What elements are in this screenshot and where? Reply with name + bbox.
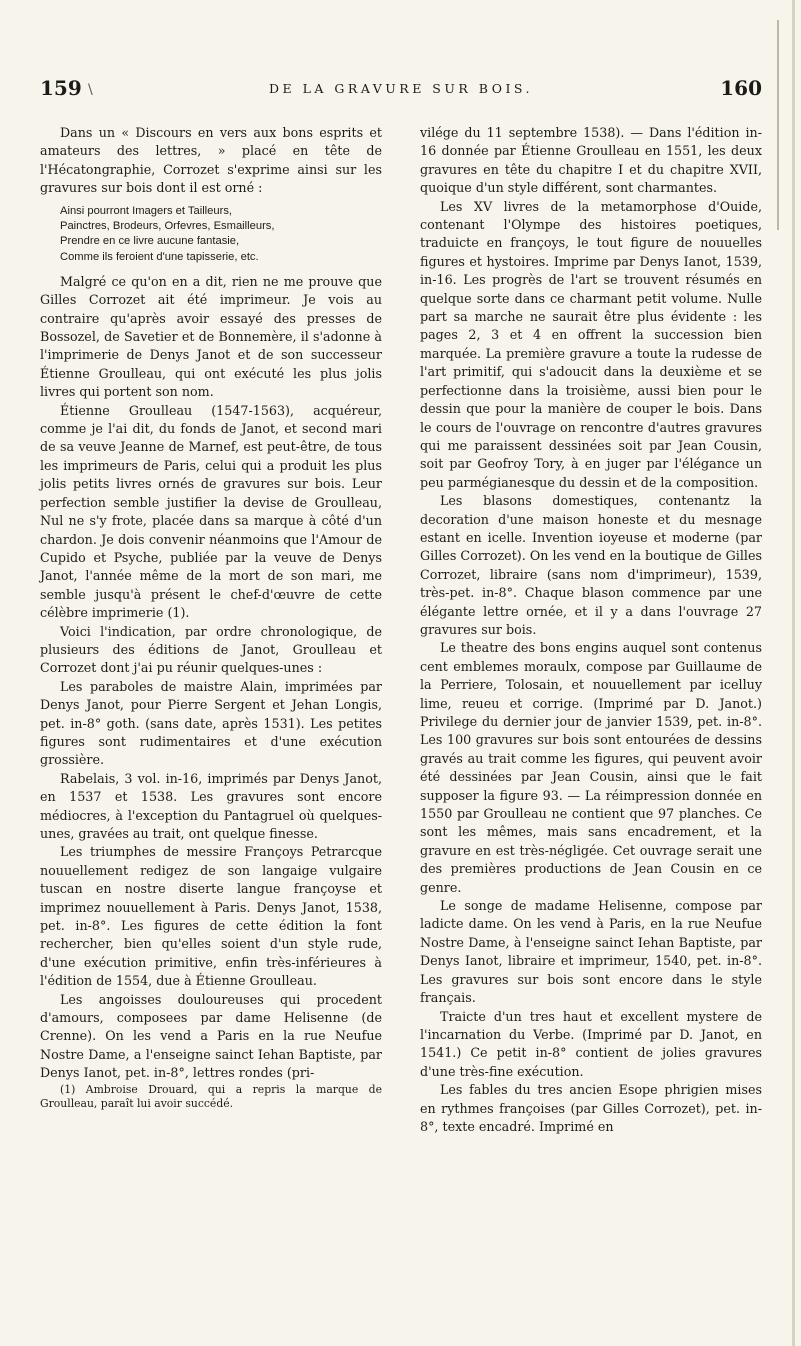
paragraph: Dans un « Discours en vers aux bons esprits et amateurs des lettres, » placé en tête de l'Hécatongraphie, Corrozet s'exprime ainsi sur les gravures sur bois dont il est orné : — [40, 125, 382, 196]
check-mark: \ — [88, 82, 93, 98]
verse-quote — [40, 204, 382, 265]
paragraph: Les triumphes de messire Françoys Petrarcque nouuellement redigez de son langaige vulgaire tuscan en nostre diserte langue françoyse et imprimez nouuellement à Paris. Denys Janot, 1538, pet. in-8°. Les figures de cette édition la font rechercher, bien qu'elles soient d'un style rude, d'une exécution primitive, enfin très-inférieures à l'édition de 1554, due à Étienne Groulleau. — [40, 844, 382, 989]
verse-line: Comme ils feroient d'une tapisserie, etc. — [60, 250, 259, 263]
verse-line: Ainsi pourront Imagers et Tailleurs, — [60, 204, 233, 217]
paragraph: Les blasons domestiques, contenantz la decoration d'une maison honeste et du mesnage estant en icelle. Invention ioyeuse et moderne (par Gilles Corrozet). On les vend en la boutique de Gilles Corrozet, libraire (sans nom d'imprimeur), 1539, très-pet. in-8°. Chaque blason commence par une élégante lettre ornée, et il y a dans l'ouvrage 27 gravures sur bois. — [420, 493, 762, 637]
page-corner-mark — [777, 20, 779, 230]
page-header — [40, 76, 762, 116]
paragraph: Les paraboles de maistre Alain, imprimées par Denys Janot, pour Pierre Sergent et Jehan Longis, pet. in-8° goth. (sans date, après 1531). Les petites figures sont rudimentaires et d'une exécution grossière. — [40, 678, 382, 768]
left-column — [40, 124, 382, 1111]
paragraph: Étienne Groulleau (1547-1563), acquéreur, comme je l'ai dit, du fonds de Janot, et second mari de sa veuve Jeanne de Marnef, est peut-être, de tous les imprimeurs de Paris, celui qui a produit les plus jolis petits livres ornés de gravures sur bois. Leur perfection semble justifier la devise de Groulleau, Nul ne s'y frote, placée dans sa marque à côté d'un chardon. Je dois convenir néanmoins que l'Amour de Cupido et Psyche, publiée par la veuve de Denys Janot, l'année même de la mort de son mari, me semble jusqu'à présent le chef-d'œuvre de cette célèbre imprimerie (1). — [40, 402, 382, 621]
paragraph: Les fables du tres ancien Esope phrigien mises en rythmes françoises (par Gilles Corrozet), pet. in-8°, texte encadré. Imprimé en — [420, 1082, 762, 1134]
paragraph: Les XV livres de la metamorphose d'Ouide, contenant l'Olympe des histoires poetiques, traduicte en françoys, le tout figure de nouuelles figures et hystoires. Imprime par Denys Ianot, 1539, in-16. Les progrès de l'art se trouvent résumés en quelque sorte dans ce charmant petit volume. Nulle part sa marche ne saurait être plus évidente : les pages 2, 3 et 4 en offrent la succession bien marquée. La première gravure a toute la rudesse de l'art primitif, qui s'adoucit dans la deuxième et se perfectionne dans la troisième, aussi bien pour le dessin que pour la manière de couper le bois. Dans le cours de l'ouvrage on rencontre d'autres gravures qui me paraissent dessinées soit par Jean Cousin, soit par Geofroy Tory, à en juger par l'élégance un peu parmégianesque du dessin et de la composition. — [420, 198, 762, 490]
paragraph: Traicte d'un tres haut et excellent mystere de l'incarnation du Verbe. (Imprimé par D. Janot, en 1541.) Ce petit in-8° contient de jolies gravures d'une très-fine exécution. — [420, 1008, 762, 1079]
right-column — [420, 124, 762, 1136]
paragraph: Rabelais, 3 vol. in-16, imprimés par Denys Janot, en 1537 et 1538. Les gravures sont encore médiocres, à l'exception du Pantagruel où quelques-unes, gravées au trait, ont quelque finesse. — [40, 770, 382, 841]
paragraph: Malgré ce qu'on en a dit, rien ne me prouve que Gilles Corrozet ait été imprimeur. Je vois au contraire qu'après avoir essayé des presses de Bossozel, de Savetier et de Bonnemère, il s'adonne à l'imprimerie de Denys Janot et de son successeur Étienne Groulleau, qui ont exécuté les plus jolis livres qui portent son nom. — [40, 273, 382, 400]
page-number-left: 159 — [40, 76, 82, 100]
verse-line: Painctres, Brodeurs, Orfevres, Esmailleurs, — [60, 219, 275, 232]
verse-line: Prendre en ce livre aucune fantasie, — [60, 235, 240, 248]
running-title: DE LA GRAVURE SUR BOIS. — [269, 81, 533, 96]
paragraph: Le songe de madame Helisenne, compose par ladicte dame. On les vend à Paris, en la rue Neufue Nostre Dame, à l'enseigne sainct Iehan Baptiste, par Denys Ianot, libraire et imprimeur, 1540, pet. in-8°. Les gravures sur bois sont encore dans le style français. — [420, 898, 762, 1006]
page-number-right: 160 — [720, 76, 762, 100]
page-edge-shadow — [792, 0, 795, 1346]
paragraph: vilége du 11 septembre 1538). — Dans l'édition in-16 donnée par Étienne Groulleau en 1551, les deux gravures en tête du chapitre I et du chapitre XVII, quoique d'un style différent, sont charmantes. — [420, 125, 762, 196]
footnote: (1) Ambroise Drouard, qui a repris la marque de Groulleau, paraît lui avoir succédé. — [40, 1082, 382, 1110]
paragraph: Le theatre des bons engins auquel sont contenus cent emblemes moraulx, compose par Guillaume de la Perriere, Tolosain, et nouuellement par icelluy lime, reueu et corrige. (Imprimé par D. Janot.) Privilege du dernier jour de janvier 1539, pet. in-8°. Les 100 gravures sur bois sont entourées de dessins gravés au trait comme les figures, qui peuvent avoir été dessinées par Jean Cousin, ainsi que le fait supposer la figure 93. — La réimpression donnée en 1550 par Groulleau ne contient que 97 planches. Ce sont les mêmes, mais sans encadrement, et la gravure en est très-négligée. Cet ouvrage serait une des premières productions de Jean Cousin en ce genre. — [420, 640, 762, 895]
paragraph: Voici l'indication, par ordre chronologique, de plusieurs des éditions de Janot, Groulleau et Corrozet dont j'ai pu réunir quelques-unes : — [40, 623, 382, 676]
paragraph: Les angoisses douloureuses qui procedent d'amours, composees par dame Helisenne (de Crenne). On les vend a Paris en la rue Neufue Nostre Dame, a l'enseigne sainct Iehan Baptiste, par Denys Ianot, pet. in-8°, lettres rondes (pri- — [40, 991, 382, 1081]
